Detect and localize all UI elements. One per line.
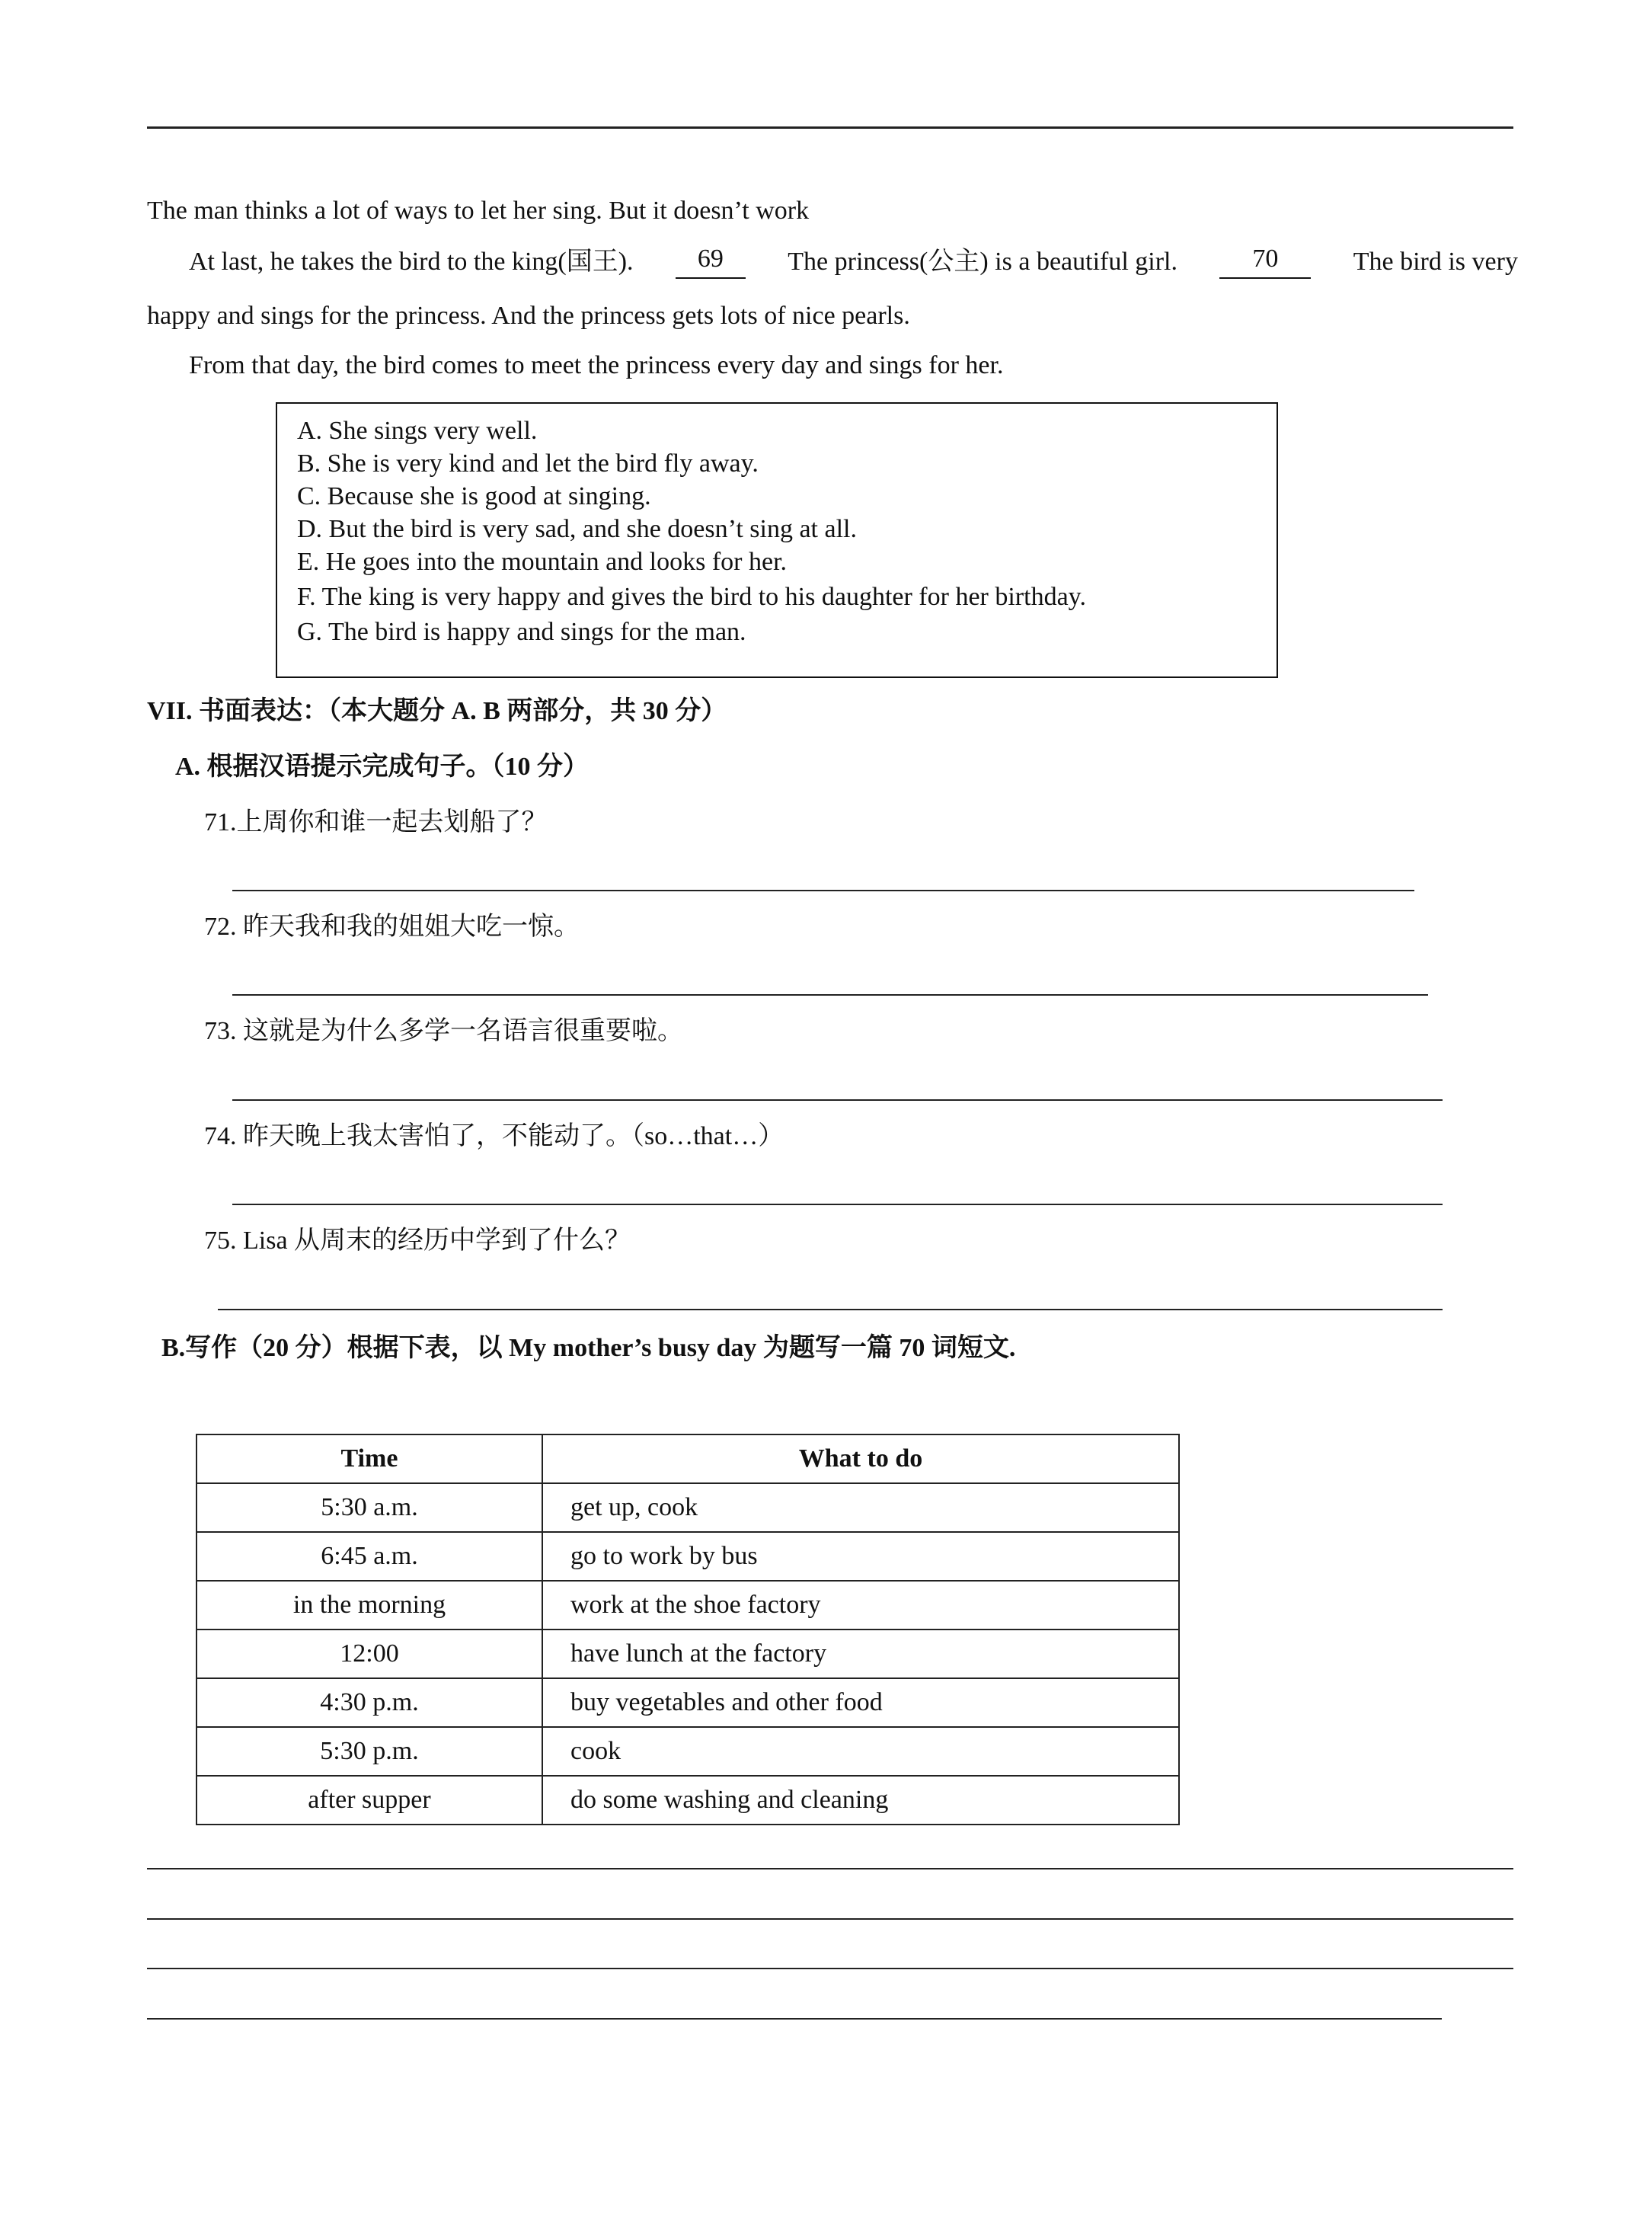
activity-cell: have lunch at the factory (542, 1630, 1179, 1678)
option-a: A. She sings very well. (297, 417, 538, 445)
time-cell: 4:30 p.m. (197, 1678, 542, 1727)
option-d: D. But the bird is very sad, and she doesn’t sing at all. (297, 515, 857, 543)
activity-cell: go to work by bus (542, 1532, 1179, 1581)
table-row (197, 1678, 1179, 1727)
passage-line-3: happy and sings for the princess. And the princess gets lots of nice pearls. (147, 302, 910, 330)
question-75: 75. Lisa 从周末的经历中学到了什么？ (204, 1227, 631, 1255)
writing-line-2[interactable] (147, 1918, 1513, 1920)
passage-line-2 (189, 245, 1518, 279)
table-row (197, 1581, 1179, 1630)
activity-cell: cook (542, 1727, 1179, 1776)
time-cell: 12:00 (197, 1630, 542, 1678)
activity-cell: get up, cook (542, 1483, 1179, 1532)
writing-line-3[interactable] (147, 1968, 1513, 1969)
table-row (197, 1727, 1179, 1776)
table-row (197, 1630, 1179, 1678)
table-header-row (197, 1434, 1179, 1483)
column-header-what: What to do (542, 1434, 1179, 1483)
option-b: B. She is very kind and let the bird fly away. (297, 449, 759, 478)
question-74: 74. 昨天晚上我太害怕了，不能动了。（so…that…） (204, 1122, 784, 1150)
table-row (197, 1483, 1179, 1532)
activity-cell: buy vegetables and other food (542, 1678, 1179, 1727)
column-header-time: Time (197, 1434, 542, 1483)
writing-line-4[interactable] (147, 2018, 1442, 2020)
answer-line-73[interactable] (232, 1099, 1443, 1101)
question-72: 72. 昨天我和我的姐姐大吃一惊。 (204, 913, 580, 941)
passage-text: The bird is very (1353, 248, 1518, 276)
part-b-title: B.写作（20 分）根据下表，以 My mother’s busy day 为题写一篇 70 词短文. (161, 1334, 1016, 1362)
time-cell: after supper (197, 1776, 542, 1825)
passage-line-4: From that day, the bird comes to meet the princess every day and sings for her. (189, 351, 1004, 379)
table-row (197, 1776, 1179, 1825)
part-a-title: A. 根据汉语提示完成句子。（10 分） (175, 753, 590, 781)
time-cell: 6:45 a.m. (197, 1532, 542, 1581)
schedule-table (196, 1434, 1180, 1825)
activity-cell: do some washing and cleaning (542, 1776, 1179, 1825)
answer-line-71[interactable] (232, 890, 1414, 891)
time-cell: 5:30 a.m. (197, 1483, 542, 1532)
option-g: G. The bird is happy and sings for the man. (297, 618, 746, 646)
option-f: F. The king is very happy and gives the bird to his daughter for her birthday. (297, 583, 1086, 611)
answer-line-72[interactable] (232, 994, 1428, 996)
option-c: C. Because she is good at singing. (297, 482, 651, 510)
passage-line-1: The man thinks a lot of ways to let her sing. But it doesn’t work (147, 197, 810, 225)
blank-70[interactable]: 70 (1219, 245, 1311, 279)
passage-text: The princess(公主) is a beautiful girl. (788, 248, 1178, 276)
answer-line-75[interactable] (218, 1309, 1443, 1310)
time-cell: in the morning (197, 1581, 542, 1630)
answer-line-74[interactable] (232, 1204, 1443, 1205)
passage-text: At last, he takes the bird to the king(国王). (189, 248, 634, 276)
writing-line-1[interactable] (147, 1868, 1513, 1869)
question-73: 73. 这就是为什么多学一名语言很重要啦。 (204, 1017, 683, 1045)
table-row (197, 1532, 1179, 1581)
header-rule (147, 126, 1513, 129)
blank-69[interactable]: 69 (676, 245, 746, 279)
section-title: VII. 书面表达：（本大题分 A. B 两部分，共 30 分） (147, 697, 727, 725)
option-e: E. He goes into the mountain and looks for her. (297, 548, 788, 576)
time-cell: 5:30 p.m. (197, 1727, 542, 1776)
activity-cell: work at the shoe factory (542, 1581, 1179, 1630)
question-71: 71.上周你和谁一起去划船了？ (204, 808, 548, 836)
